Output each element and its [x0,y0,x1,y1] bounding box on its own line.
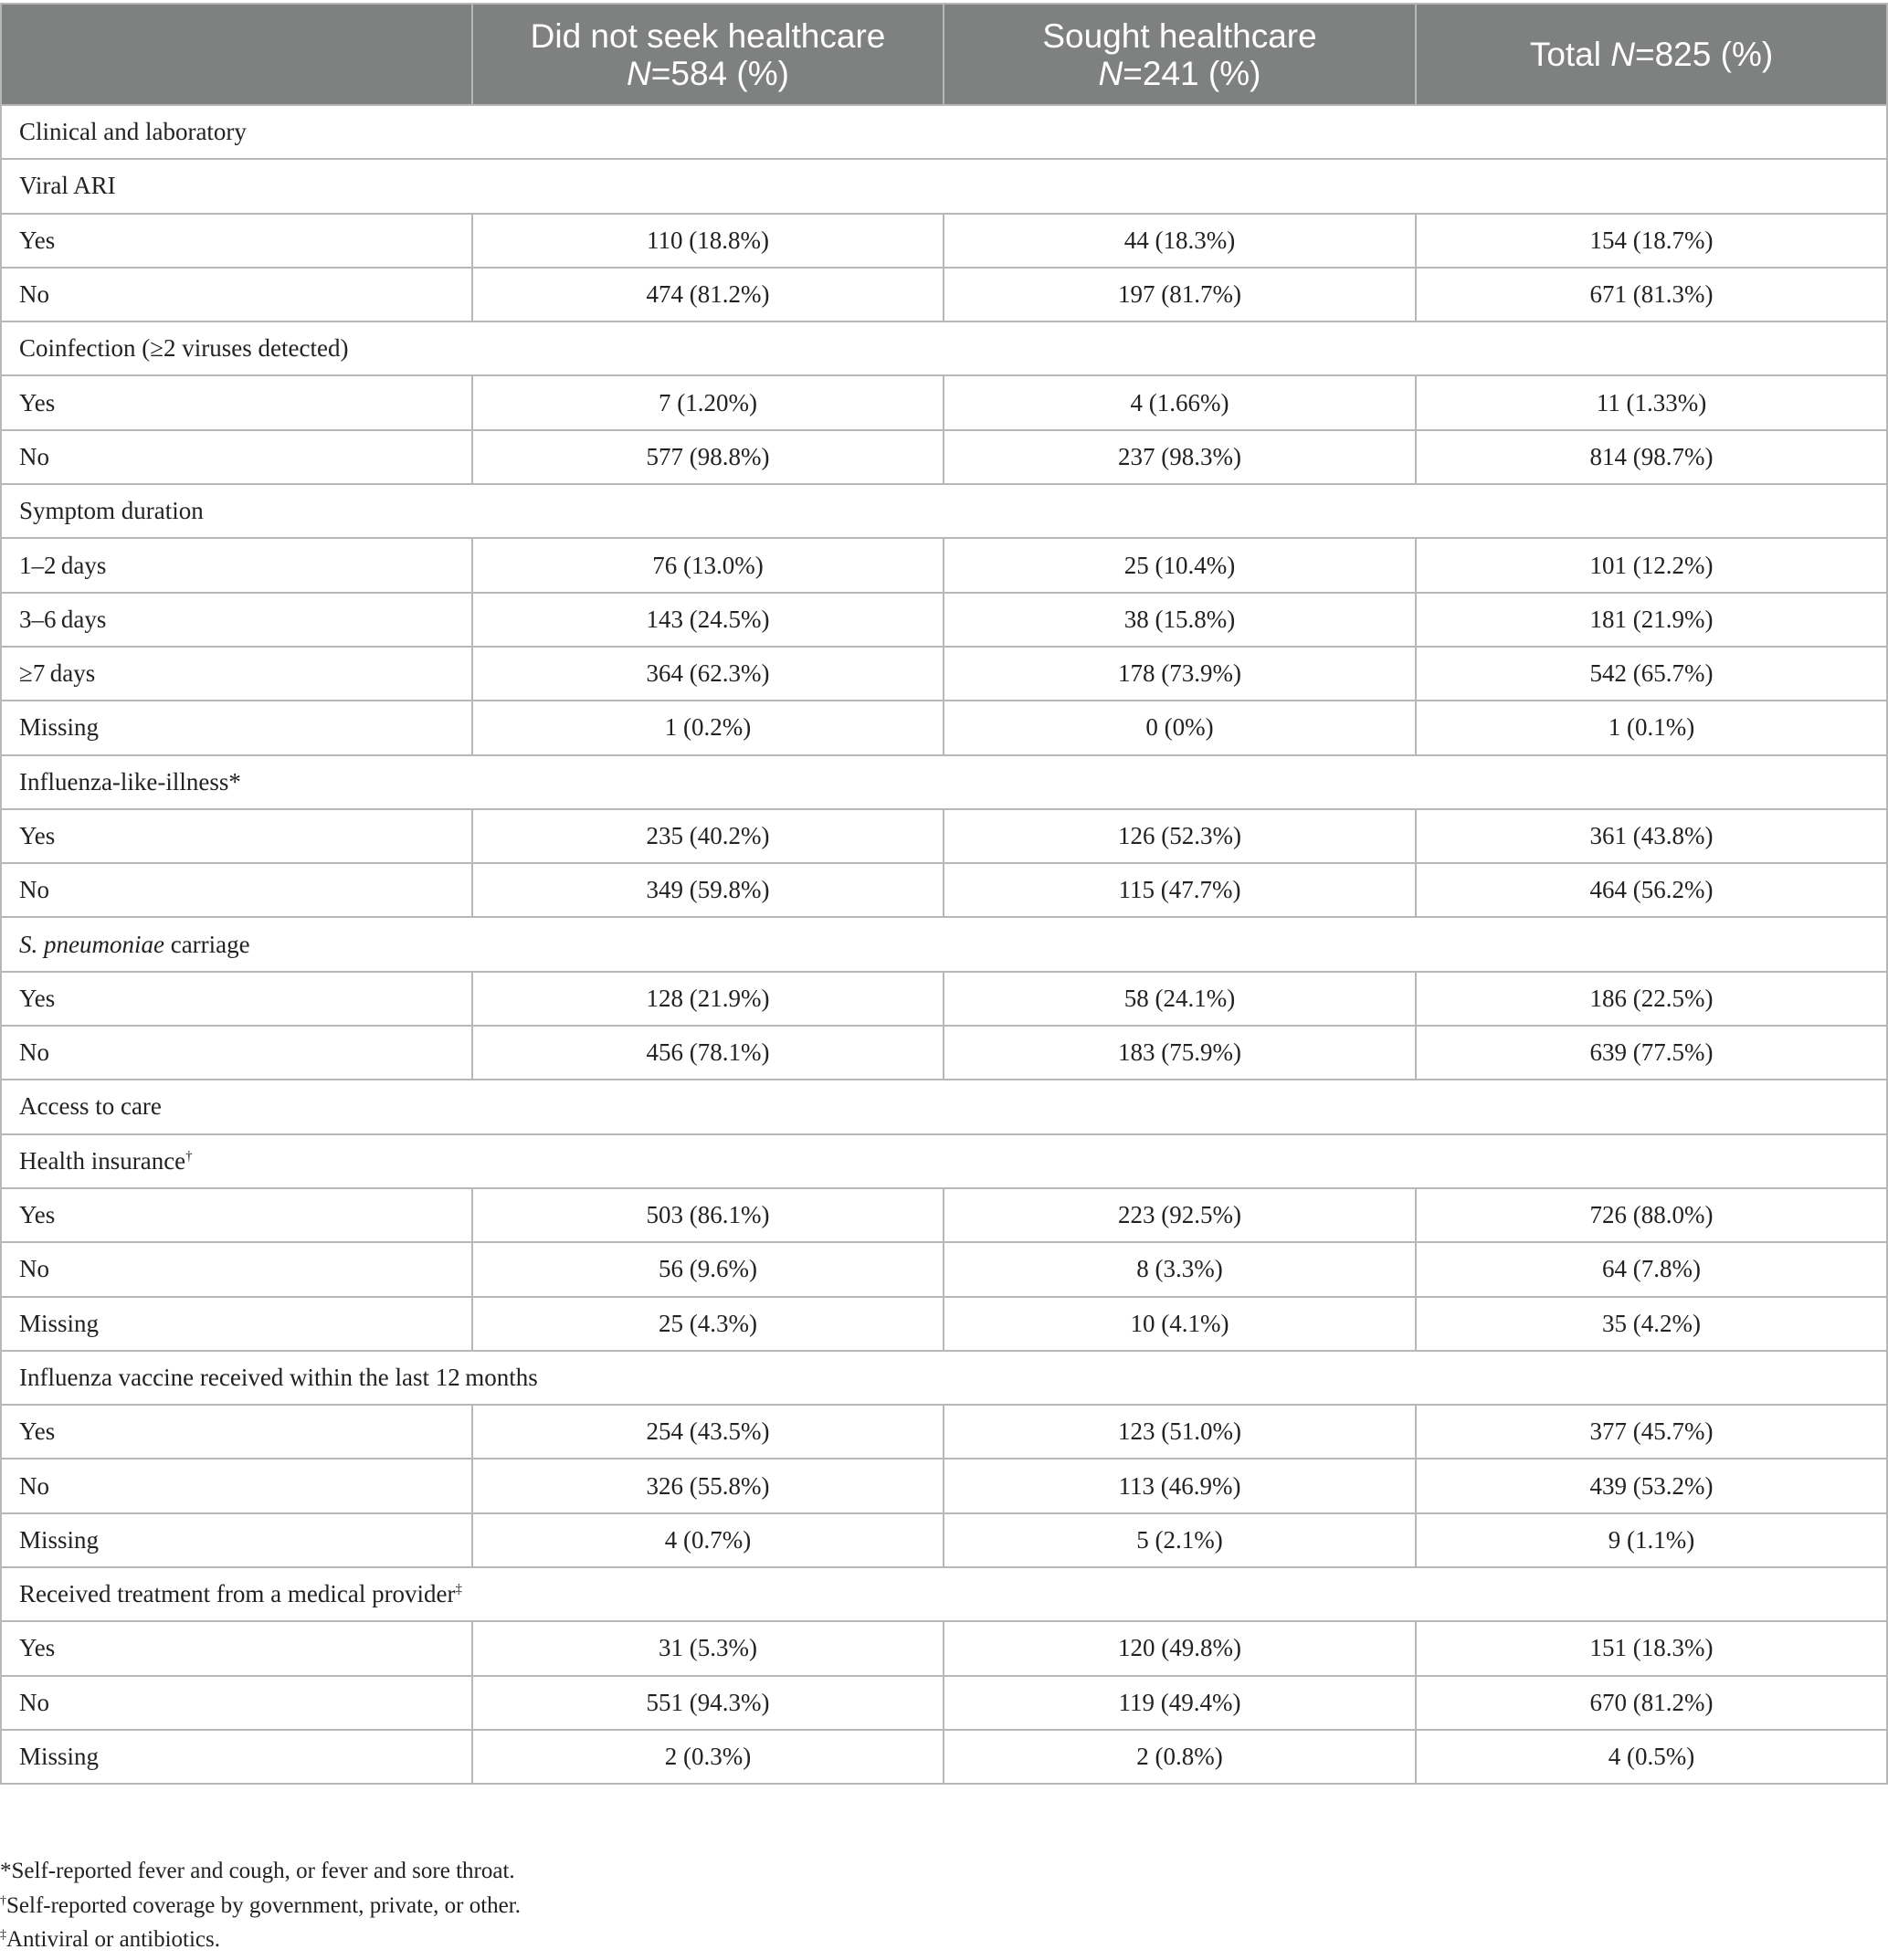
header-did-not-seek-n [482,55,933,92]
section-label [1,755,1887,809]
healthcare-seeking-table [0,3,1888,1785]
row-label: 1–2 days [1,538,472,592]
section-label [1,321,1887,375]
footnote-marker: † [185,1148,193,1164]
cell-sought: 4 (1.66%) [944,375,1416,429]
section-label-text: Clinical and laboratory [19,118,247,146]
row-label: Yes [1,1188,472,1242]
cell-sought: 113 (46.9%) [944,1459,1416,1512]
section-label-text: Influenza-like-illness* [19,767,241,796]
cell-total: 9 (1.1%) [1416,1513,1887,1567]
section-row [1,321,1887,375]
footnote [0,1923,1888,1957]
table-row [1,538,1887,592]
header-row [1,4,1887,105]
section-row [1,917,1887,971]
row-label: ≥7 days [1,647,472,701]
cell-did-not-seek: 326 (55.8%) [472,1459,944,1512]
section-row [1,159,1887,213]
section-row [1,1351,1887,1405]
footnote-text: Antiviral or antibiotics. [6,1927,220,1952]
cell-did-not-seek: 4 (0.7%) [472,1513,944,1567]
section-row [1,1080,1887,1133]
cell-total: 4 (0.5%) [1416,1730,1887,1784]
section-label-text: Symptom duration [19,497,204,525]
cell-did-not-seek: 235 (40.2%) [472,809,944,863]
row-label: Yes [1,972,472,1026]
cell-total: 439 (53.2%) [1416,1459,1887,1512]
row-label: Missing [1,1513,472,1567]
section-label-italic: S. pneumoniae [19,930,164,958]
cell-did-not-seek: 31 (5.3%) [472,1621,944,1675]
cell-sought: 197 (81.7%) [944,268,1416,321]
table-body [1,105,1887,1784]
footnote-marker: ‡ [455,1582,463,1597]
cell-sought: 183 (75.9%) [944,1026,1416,1080]
row-label: No [1,430,472,484]
section-label [1,159,1887,213]
cell-did-not-seek: 76 (13.0%) [472,538,944,592]
row-label: No [1,863,472,917]
row-label: No [1,1026,472,1080]
cell-did-not-seek: 1 (0.2%) [472,701,944,754]
section-label [1,1134,1887,1188]
row-label: No [1,1242,472,1296]
footnote-marker: * [0,1859,12,1883]
row-label: No [1,1459,472,1512]
cell-did-not-seek: 503 (86.1%) [472,1188,944,1242]
cell-sought: 178 (73.9%) [944,647,1416,701]
row-label: 3–6 days [1,593,472,647]
cell-sought: 237 (98.3%) [944,430,1416,484]
section-row [1,1567,1887,1621]
cell-sought: 25 (10.4%) [944,538,1416,592]
cell-sought: 123 (51.0%) [944,1405,1416,1459]
section-label-text: Health insurance [19,1146,186,1175]
table-container [0,3,1888,1785]
cell-total: 64 (7.8%) [1416,1242,1887,1296]
header-n-italic: N [627,54,651,92]
cell-total: 151 (18.3%) [1416,1621,1887,1675]
cell-did-not-seek: 349 (59.8%) [472,863,944,917]
header-n-italic: N [1610,36,1635,73]
footnote [0,1854,1888,1889]
table-header [1,4,1887,105]
table-row [1,1459,1887,1512]
section-label [1,484,1887,538]
cell-total: 671 (81.3%) [1416,268,1887,321]
cell-total: 1 (0.1%) [1416,701,1887,754]
header-sought-n [954,55,1406,92]
cell-sought: 58 (24.1%) [944,972,1416,1026]
table-row [1,1405,1887,1459]
section-row [1,484,1887,538]
table-row [1,214,1887,268]
footnote [0,1889,1888,1923]
cell-did-not-seek: 143 (24.5%) [472,593,944,647]
row-label: Missing [1,1730,472,1784]
cell-total: 181 (21.9%) [1416,593,1887,647]
section-label-text: Coinfection (≥2 viruses detected) [19,334,349,363]
header-total [1416,4,1887,105]
cell-sought: 119 (49.4%) [944,1676,1416,1730]
table-row [1,1513,1887,1567]
cell-sought: 223 (92.5%) [944,1188,1416,1242]
cell-sought: 126 (52.3%) [944,809,1416,863]
footnote-text: Self-reported coverage by government, private, or other. [6,1892,521,1918]
section-row [1,755,1887,809]
table-row [1,809,1887,863]
table-row [1,375,1887,429]
header-n-value: =584 (%) [650,54,789,92]
cell-total: 542 (65.7%) [1416,647,1887,701]
cell-did-not-seek: 7 (1.20%) [472,375,944,429]
table-row [1,1026,1887,1080]
row-label: Yes [1,809,472,863]
section-row [1,1134,1887,1188]
cell-total: 464 (56.2%) [1416,863,1887,917]
cell-did-not-seek: 474 (81.2%) [472,268,944,321]
footnote-marker: ‡ [0,1928,6,1942]
cell-sought: 120 (49.8%) [944,1621,1416,1675]
cell-did-not-seek: 56 (9.6%) [472,1242,944,1296]
section-label [1,105,1887,159]
cell-sought: 8 (3.3%) [944,1242,1416,1296]
row-label: Yes [1,1405,472,1459]
cell-sought: 115 (47.7%) [944,863,1416,917]
cell-sought: 10 (4.1%) [944,1297,1416,1351]
cell-sought: 5 (2.1%) [944,1513,1416,1567]
row-label: No [1,1676,472,1730]
header-sought-label: Sought healthcare [1042,16,1317,55]
row-label: Missing [1,1297,472,1351]
cell-did-not-seek: 364 (62.3%) [472,647,944,701]
cell-sought: 2 (0.8%) [944,1730,1416,1784]
header-did-not-seek-label: Did not seek healthcare [530,16,886,55]
cell-total: 639 (77.5%) [1416,1026,1887,1080]
cell-did-not-seek: 254 (43.5%) [472,1405,944,1459]
table-row [1,647,1887,701]
header-sought [944,4,1416,105]
cell-did-not-seek: 25 (4.3%) [472,1297,944,1351]
table-row [1,593,1887,647]
table-row [1,1242,1887,1296]
table-row [1,1297,1887,1351]
cell-sought: 44 (18.3%) [944,214,1416,268]
table-row [1,863,1887,917]
section-label [1,1351,1887,1405]
table-row [1,1676,1887,1730]
cell-did-not-seek: 128 (21.9%) [472,972,944,1026]
header-total-label: Total [1529,36,1611,73]
footnote-text: Self-reported fever and cough, or fever and sore throat. [11,1859,515,1883]
footnote-marker: † [0,1893,6,1908]
section-row [1,105,1887,159]
cell-did-not-seek: 2 (0.3%) [472,1730,944,1784]
cell-did-not-seek: 456 (78.1%) [472,1026,944,1080]
cell-did-not-seek: 577 (98.8%) [472,430,944,484]
row-label: Yes [1,214,472,268]
section-label-text: Viral ARI [19,172,116,200]
cell-total: 377 (45.7%) [1416,1405,1887,1459]
table-row [1,1621,1887,1675]
header-n-value: =825 (%) [1635,36,1774,73]
cell-total: 670 (81.2%) [1416,1676,1887,1730]
cell-total: 101 (12.2%) [1416,538,1887,592]
header-did-not-seek [472,4,944,105]
section-label-text: Received treatment from a medical provider [19,1580,456,1608]
section-label [1,917,1887,971]
header-n-italic: N [1098,54,1123,92]
cell-sought: 0 (0%) [944,701,1416,754]
cell-did-not-seek: 551 (94.3%) [472,1676,944,1730]
header-n-value: =241 (%) [1123,54,1261,92]
cell-total: 11 (1.33%) [1416,375,1887,429]
section-label [1,1080,1887,1133]
table-row [1,701,1887,754]
cell-did-not-seek: 110 (18.8%) [472,214,944,268]
cell-total: 726 (88.0%) [1416,1188,1887,1242]
row-label: Missing [1,701,472,754]
table-row [1,1188,1887,1242]
header-blank-cell [1,4,472,105]
table-row [1,1730,1887,1784]
section-label-text: Access to care [19,1092,162,1121]
cell-total: 186 (22.5%) [1416,972,1887,1026]
table-row [1,430,1887,484]
cell-sought: 38 (15.8%) [944,593,1416,647]
cell-total: 361 (43.8%) [1416,809,1887,863]
row-label: Yes [1,1621,472,1675]
table-row [1,972,1887,1026]
row-label: No [1,268,472,321]
section-label-rest: carriage [163,930,250,958]
cell-total: 35 (4.2%) [1416,1297,1887,1351]
cell-total: 814 (98.7%) [1416,430,1887,484]
section-label-text: Influenza vaccine received within the last 12 months [19,1363,538,1391]
table-footnotes [0,1854,1888,1957]
cell-total: 154 (18.7%) [1416,214,1887,268]
row-label: Yes [1,375,472,429]
table-row [1,268,1887,321]
section-label [1,1567,1887,1621]
